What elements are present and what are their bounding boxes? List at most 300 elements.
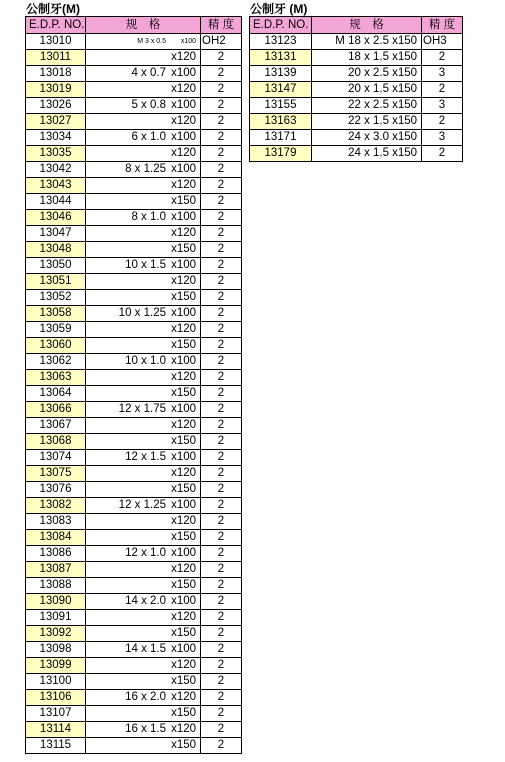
tap-length: x150	[171, 675, 196, 687]
edp-number: 13010	[26, 34, 86, 50]
thread-size: 10 x 1.25	[118, 307, 166, 319]
edp-number: 13026	[26, 98, 86, 114]
table-row	[26, 706, 242, 722]
spec-cell	[86, 258, 201, 274]
table-row	[26, 546, 242, 562]
tap-length: x100	[171, 595, 196, 607]
edp-number: 13092	[26, 626, 86, 642]
spec-cell	[86, 690, 201, 706]
precision-grade: 2	[201, 66, 242, 82]
spec-cell	[86, 402, 201, 418]
right-header-row	[250, 17, 463, 34]
spec-cell	[86, 338, 201, 354]
thread-size: 10 x 1.0	[125, 355, 166, 367]
edp-number: 13098	[26, 642, 86, 658]
edp-number: 13083	[26, 514, 86, 530]
edp-number: 13131	[250, 50, 312, 66]
tap-length: x120	[171, 227, 196, 239]
spec-cell	[86, 274, 201, 290]
edp-number: 13062	[26, 354, 86, 370]
edp-number: 13123	[250, 34, 312, 50]
spec-cell	[86, 594, 201, 610]
precision-grade: 2	[422, 146, 463, 162]
thread-size: 20 x 1.5	[348, 83, 389, 95]
precision-grade: 2	[201, 594, 242, 610]
spec-cell	[312, 146, 422, 162]
edp-number: 13074	[26, 450, 86, 466]
tap-length: x150	[392, 35, 417, 47]
table-row	[26, 530, 242, 546]
spec-cell	[86, 738, 201, 754]
precision-grade: 2	[201, 562, 242, 578]
tap-length: x120	[171, 371, 196, 383]
precision-grade: 2	[201, 466, 242, 482]
spec-cell	[86, 50, 201, 66]
tap-length: x100	[171, 259, 196, 271]
table-row	[26, 402, 242, 418]
spec-cell	[312, 82, 422, 98]
edp-number: 13052	[26, 290, 86, 306]
thread-size: 18 x 1.5	[348, 51, 389, 63]
edp-number: 13114	[26, 722, 86, 738]
edp-number: 13087	[26, 562, 86, 578]
edp-number: 13139	[250, 66, 312, 82]
precision-grade: 2	[201, 50, 242, 66]
tap-length: x150	[392, 147, 417, 159]
edp-number: 13171	[250, 130, 312, 146]
edp-number: 13090	[26, 594, 86, 610]
edp-number: 13044	[26, 194, 86, 210]
precision-grade: 2	[201, 578, 242, 594]
thread-size: 10 x 1.5	[125, 259, 166, 271]
spec-cell	[86, 114, 201, 130]
spec-cell	[86, 194, 201, 210]
table-row	[26, 610, 242, 626]
tap-length: x120	[171, 611, 196, 623]
table-row	[250, 82, 463, 98]
precision-grade: 2	[201, 706, 242, 722]
thread-size: 22 x 2.5	[348, 99, 389, 111]
spec-cell	[86, 162, 201, 178]
spec-cell	[86, 482, 201, 498]
thread-size: 20 x 2.5	[348, 67, 389, 79]
precision-grade: 2	[201, 498, 242, 514]
precision-grade: 2	[201, 338, 242, 354]
spec-cell	[86, 418, 201, 434]
table-row	[26, 66, 242, 82]
precision-grade: OH3	[422, 34, 463, 50]
table-row	[26, 322, 242, 338]
precision-grade: 2	[201, 146, 242, 162]
precision-grade: 2	[201, 82, 242, 98]
edp-number: 13088	[26, 578, 86, 594]
spec-cell	[86, 290, 201, 306]
tap-length: x120	[171, 419, 196, 431]
table-row	[26, 290, 242, 306]
precision-grade: 2	[201, 402, 242, 418]
tap-length: x150	[392, 131, 417, 143]
edp-number: 13019	[26, 82, 86, 98]
edp-number: 13147	[250, 82, 312, 98]
precision-grade: 2	[201, 114, 242, 130]
spec-cell	[86, 498, 201, 514]
precision-grade: 2	[201, 354, 242, 370]
table-row	[26, 210, 242, 226]
edp-number: 13035	[26, 146, 86, 162]
edp-number: 13042	[26, 162, 86, 178]
precision-grade: 2	[201, 626, 242, 642]
precision-grade: 3	[422, 66, 463, 82]
tap-length: x150	[171, 707, 196, 719]
spec-cell	[86, 546, 201, 562]
edp-number: 13059	[26, 322, 86, 338]
table-row	[26, 162, 242, 178]
precision-grade: 2	[201, 418, 242, 434]
precision-grade: 2	[201, 242, 242, 258]
table-row	[26, 370, 242, 386]
left-spec-table	[25, 16, 242, 754]
precision-grade: 2	[201, 514, 242, 530]
tap-length: x100	[171, 211, 196, 223]
thread-size: 22 x 1.5	[348, 115, 389, 127]
spec-cell	[86, 434, 201, 450]
spec-header: 规 格	[312, 17, 422, 34]
spec-cell	[312, 98, 422, 114]
tap-length: x100	[171, 451, 196, 463]
tap-length: x150	[171, 739, 196, 751]
spec-cell	[86, 34, 201, 50]
thread-size: 12 x 1.0	[125, 547, 166, 559]
table-row	[26, 482, 242, 498]
spec-cell	[86, 578, 201, 594]
spec-cell	[312, 66, 422, 82]
tap-length: x100	[171, 547, 196, 559]
precision-grade: 2	[201, 194, 242, 210]
thread-size: 14 x 2.0	[125, 595, 166, 607]
table-row	[26, 418, 242, 434]
tap-length: x150	[171, 627, 196, 639]
edp-header: E.D.P. NO.	[250, 17, 312, 34]
table-row	[250, 114, 463, 130]
tap-length: x100	[171, 355, 196, 367]
edp-number: 13106	[26, 690, 86, 706]
edp-number: 13011	[26, 50, 86, 66]
table-row	[250, 34, 463, 50]
table-row	[26, 658, 242, 674]
table-row	[26, 626, 242, 642]
table-row	[26, 514, 242, 530]
tap-length: x100	[171, 67, 196, 79]
tap-length: x100	[171, 99, 196, 111]
spec-cell	[86, 306, 201, 322]
spec-cell	[86, 530, 201, 546]
tap-length: x150	[392, 99, 417, 111]
edp-number: 13034	[26, 130, 86, 146]
edp-number: 13086	[26, 546, 86, 562]
edp-number: 13051	[26, 274, 86, 290]
precision-grade: 2	[422, 82, 463, 98]
edp-number: 13179	[250, 146, 312, 162]
precision-grade: 2	[201, 722, 242, 738]
spec-cell	[86, 450, 201, 466]
table-row	[26, 338, 242, 354]
thread-size: 4 x 0.7	[131, 67, 166, 79]
tap-length: x100	[171, 307, 196, 319]
precision-grade: 3	[422, 130, 463, 146]
precision-grade: 2	[201, 738, 242, 754]
table-row	[26, 82, 242, 98]
table-row	[26, 578, 242, 594]
table-row	[26, 34, 242, 50]
table-row	[250, 146, 463, 162]
precision-grade: 2	[201, 258, 242, 274]
spec-cell	[86, 322, 201, 338]
spec-cell	[86, 658, 201, 674]
tap-length: x120	[171, 83, 196, 95]
table-row	[26, 98, 242, 114]
precision-grade: 2	[201, 274, 242, 290]
spec-cell	[86, 226, 201, 242]
edp-number: 13068	[26, 434, 86, 450]
thread-size: M 3 x 0.5	[137, 38, 166, 45]
precision-grade: 3	[422, 98, 463, 114]
precision-grade: 2	[201, 658, 242, 674]
grade-header: 精 度	[201, 17, 242, 34]
table-row	[26, 130, 242, 146]
table-row	[26, 146, 242, 162]
precision-grade: 2	[201, 162, 242, 178]
edp-number: 13107	[26, 706, 86, 722]
spec-cell	[312, 50, 422, 66]
edp-number: 13100	[26, 674, 86, 690]
tap-length: x100	[180, 38, 196, 45]
spec-cell	[86, 642, 201, 658]
spec-header: 规 格	[86, 17, 201, 34]
precision-grade: 2	[201, 306, 242, 322]
spec-cell	[86, 98, 201, 114]
spec-cell	[86, 706, 201, 722]
tap-length: x150	[171, 387, 196, 399]
edp-number: 13060	[26, 338, 86, 354]
edp-header: E.D.P. NO.	[26, 17, 86, 34]
tap-length: x150	[171, 483, 196, 495]
thread-size: 12 x 1.75	[118, 403, 166, 415]
precision-grade: 2	[201, 370, 242, 386]
table-row	[250, 66, 463, 82]
precision-grade: 2	[422, 50, 463, 66]
table-row	[26, 450, 242, 466]
spec-cell	[86, 562, 201, 578]
table-row	[26, 242, 242, 258]
edp-number: 13066	[26, 402, 86, 418]
tap-length: x150	[392, 83, 417, 95]
precision-grade: 2	[201, 642, 242, 658]
spec-cell	[312, 34, 422, 50]
left-header-row	[26, 17, 242, 34]
precision-grade: 2	[201, 130, 242, 146]
tap-length: x120	[171, 691, 196, 703]
table-row	[26, 434, 242, 450]
spec-cell	[86, 466, 201, 482]
precision-grade: 2	[201, 178, 242, 194]
table-row	[26, 722, 242, 738]
thread-size: 24 x 1.5	[348, 147, 389, 159]
tap-length: x150	[171, 579, 196, 591]
tap-length: x150	[392, 51, 417, 63]
edp-number: 13082	[26, 498, 86, 514]
table-row	[26, 306, 242, 322]
right-table-title: 公制牙 (M)	[250, 2, 308, 16]
thread-size: 12 x 1.5	[125, 451, 166, 463]
edp-number: 13115	[26, 738, 86, 754]
table-row	[250, 130, 463, 146]
table-row	[26, 354, 242, 370]
precision-grade: 2	[201, 674, 242, 690]
spec-cell	[86, 354, 201, 370]
tap-length: x150	[392, 115, 417, 127]
grade-header: 精 度	[422, 17, 463, 34]
thread-size: 14 x 1.5	[125, 643, 166, 655]
table-row	[26, 642, 242, 658]
precision-grade: 2	[201, 434, 242, 450]
tap-length: x150	[171, 243, 196, 255]
edp-number: 13084	[26, 530, 86, 546]
tap-length: x120	[171, 275, 196, 287]
spec-cell	[86, 674, 201, 690]
spec-cell	[86, 82, 201, 98]
tap-length: x150	[171, 531, 196, 543]
table-row	[26, 674, 242, 690]
tap-length: x150	[171, 339, 196, 351]
tap-length: x120	[171, 115, 196, 127]
tap-length: x120	[171, 467, 196, 479]
spec-cell	[86, 514, 201, 530]
precision-grade: 2	[201, 322, 242, 338]
table-row	[26, 594, 242, 610]
spec-cell	[86, 66, 201, 82]
table-row	[26, 178, 242, 194]
thread-size: 6 x 1.0	[131, 131, 166, 143]
table-row	[26, 50, 242, 66]
spec-cell	[86, 386, 201, 402]
precision-grade: 2	[422, 114, 463, 130]
table-row	[250, 98, 463, 114]
precision-grade: 2	[201, 482, 242, 498]
precision-grade: 2	[201, 546, 242, 562]
precision-grade: 2	[201, 290, 242, 306]
spec-cell	[312, 114, 422, 130]
table-row	[250, 50, 463, 66]
edp-number: 13050	[26, 258, 86, 274]
edp-number: 13064	[26, 386, 86, 402]
spec-cell	[86, 626, 201, 642]
precision-grade: 2	[201, 386, 242, 402]
thread-size: 12 x 1.25	[118, 499, 166, 511]
spec-cell	[86, 146, 201, 162]
thread-size: M 18 x 2.5	[335, 35, 389, 47]
thread-size: 8 x 1.0	[131, 211, 166, 223]
edp-number: 13163	[250, 114, 312, 130]
edp-number: 13027	[26, 114, 86, 130]
edp-number: 13058	[26, 306, 86, 322]
tap-length: x150	[171, 435, 196, 447]
edp-number: 13018	[26, 66, 86, 82]
tap-length: x100	[171, 131, 196, 143]
tap-length: x100	[171, 403, 196, 415]
table-row	[26, 226, 242, 242]
tap-length: x120	[171, 179, 196, 191]
tap-length: x150	[171, 291, 196, 303]
table-row	[26, 258, 242, 274]
tap-length: x120	[171, 659, 196, 671]
edp-number: 13043	[26, 178, 86, 194]
left-table-title: 公制牙(M)	[26, 2, 80, 16]
tap-length: x100	[171, 163, 196, 175]
tap-length: x150	[392, 67, 417, 79]
spec-cell	[86, 722, 201, 738]
thread-size: 16 x 2.0	[125, 691, 166, 703]
edp-number: 13046	[26, 210, 86, 226]
table-row	[26, 194, 242, 210]
table-row	[26, 114, 242, 130]
precision-grade: 2	[201, 226, 242, 242]
edp-number: 13048	[26, 242, 86, 258]
tap-length: x120	[171, 147, 196, 159]
edp-number: 13155	[250, 98, 312, 114]
edp-number: 13075	[26, 466, 86, 482]
spec-cell	[86, 210, 201, 226]
tap-length: x120	[171, 323, 196, 335]
precision-grade: OH2	[201, 34, 242, 50]
edp-number: 13091	[26, 610, 86, 626]
thread-size: 24 x 3.0	[348, 131, 389, 143]
spec-cell	[86, 370, 201, 386]
tap-length: x100	[171, 499, 196, 511]
table-row	[26, 690, 242, 706]
precision-grade: 2	[201, 450, 242, 466]
thread-size: 5 x 0.8	[131, 99, 166, 111]
precision-grade: 2	[201, 610, 242, 626]
table-row	[26, 274, 242, 290]
tap-length: x100	[171, 643, 196, 655]
edp-number: 13047	[26, 226, 86, 242]
table-row	[26, 466, 242, 482]
thread-size: 16 x 1.5	[125, 723, 166, 735]
tap-length: x120	[171, 515, 196, 527]
spec-cell	[86, 178, 201, 194]
precision-grade: 2	[201, 530, 242, 546]
table-row	[26, 498, 242, 514]
precision-grade: 2	[201, 98, 242, 114]
spec-cell	[312, 130, 422, 146]
right-spec-table	[249, 16, 463, 162]
table-row	[26, 386, 242, 402]
edp-number: 13099	[26, 658, 86, 674]
table-row	[26, 738, 242, 754]
tap-length: x120	[171, 563, 196, 575]
precision-grade: 2	[201, 210, 242, 226]
spec-cell	[86, 130, 201, 146]
edp-number: 13067	[26, 418, 86, 434]
spec-cell	[86, 242, 201, 258]
edp-number: 13076	[26, 482, 86, 498]
tap-length: x120	[171, 51, 196, 63]
spec-cell	[86, 610, 201, 626]
tap-length: x120	[171, 723, 196, 735]
tap-length: x150	[171, 195, 196, 207]
precision-grade: 2	[201, 690, 242, 706]
table-row	[26, 562, 242, 578]
